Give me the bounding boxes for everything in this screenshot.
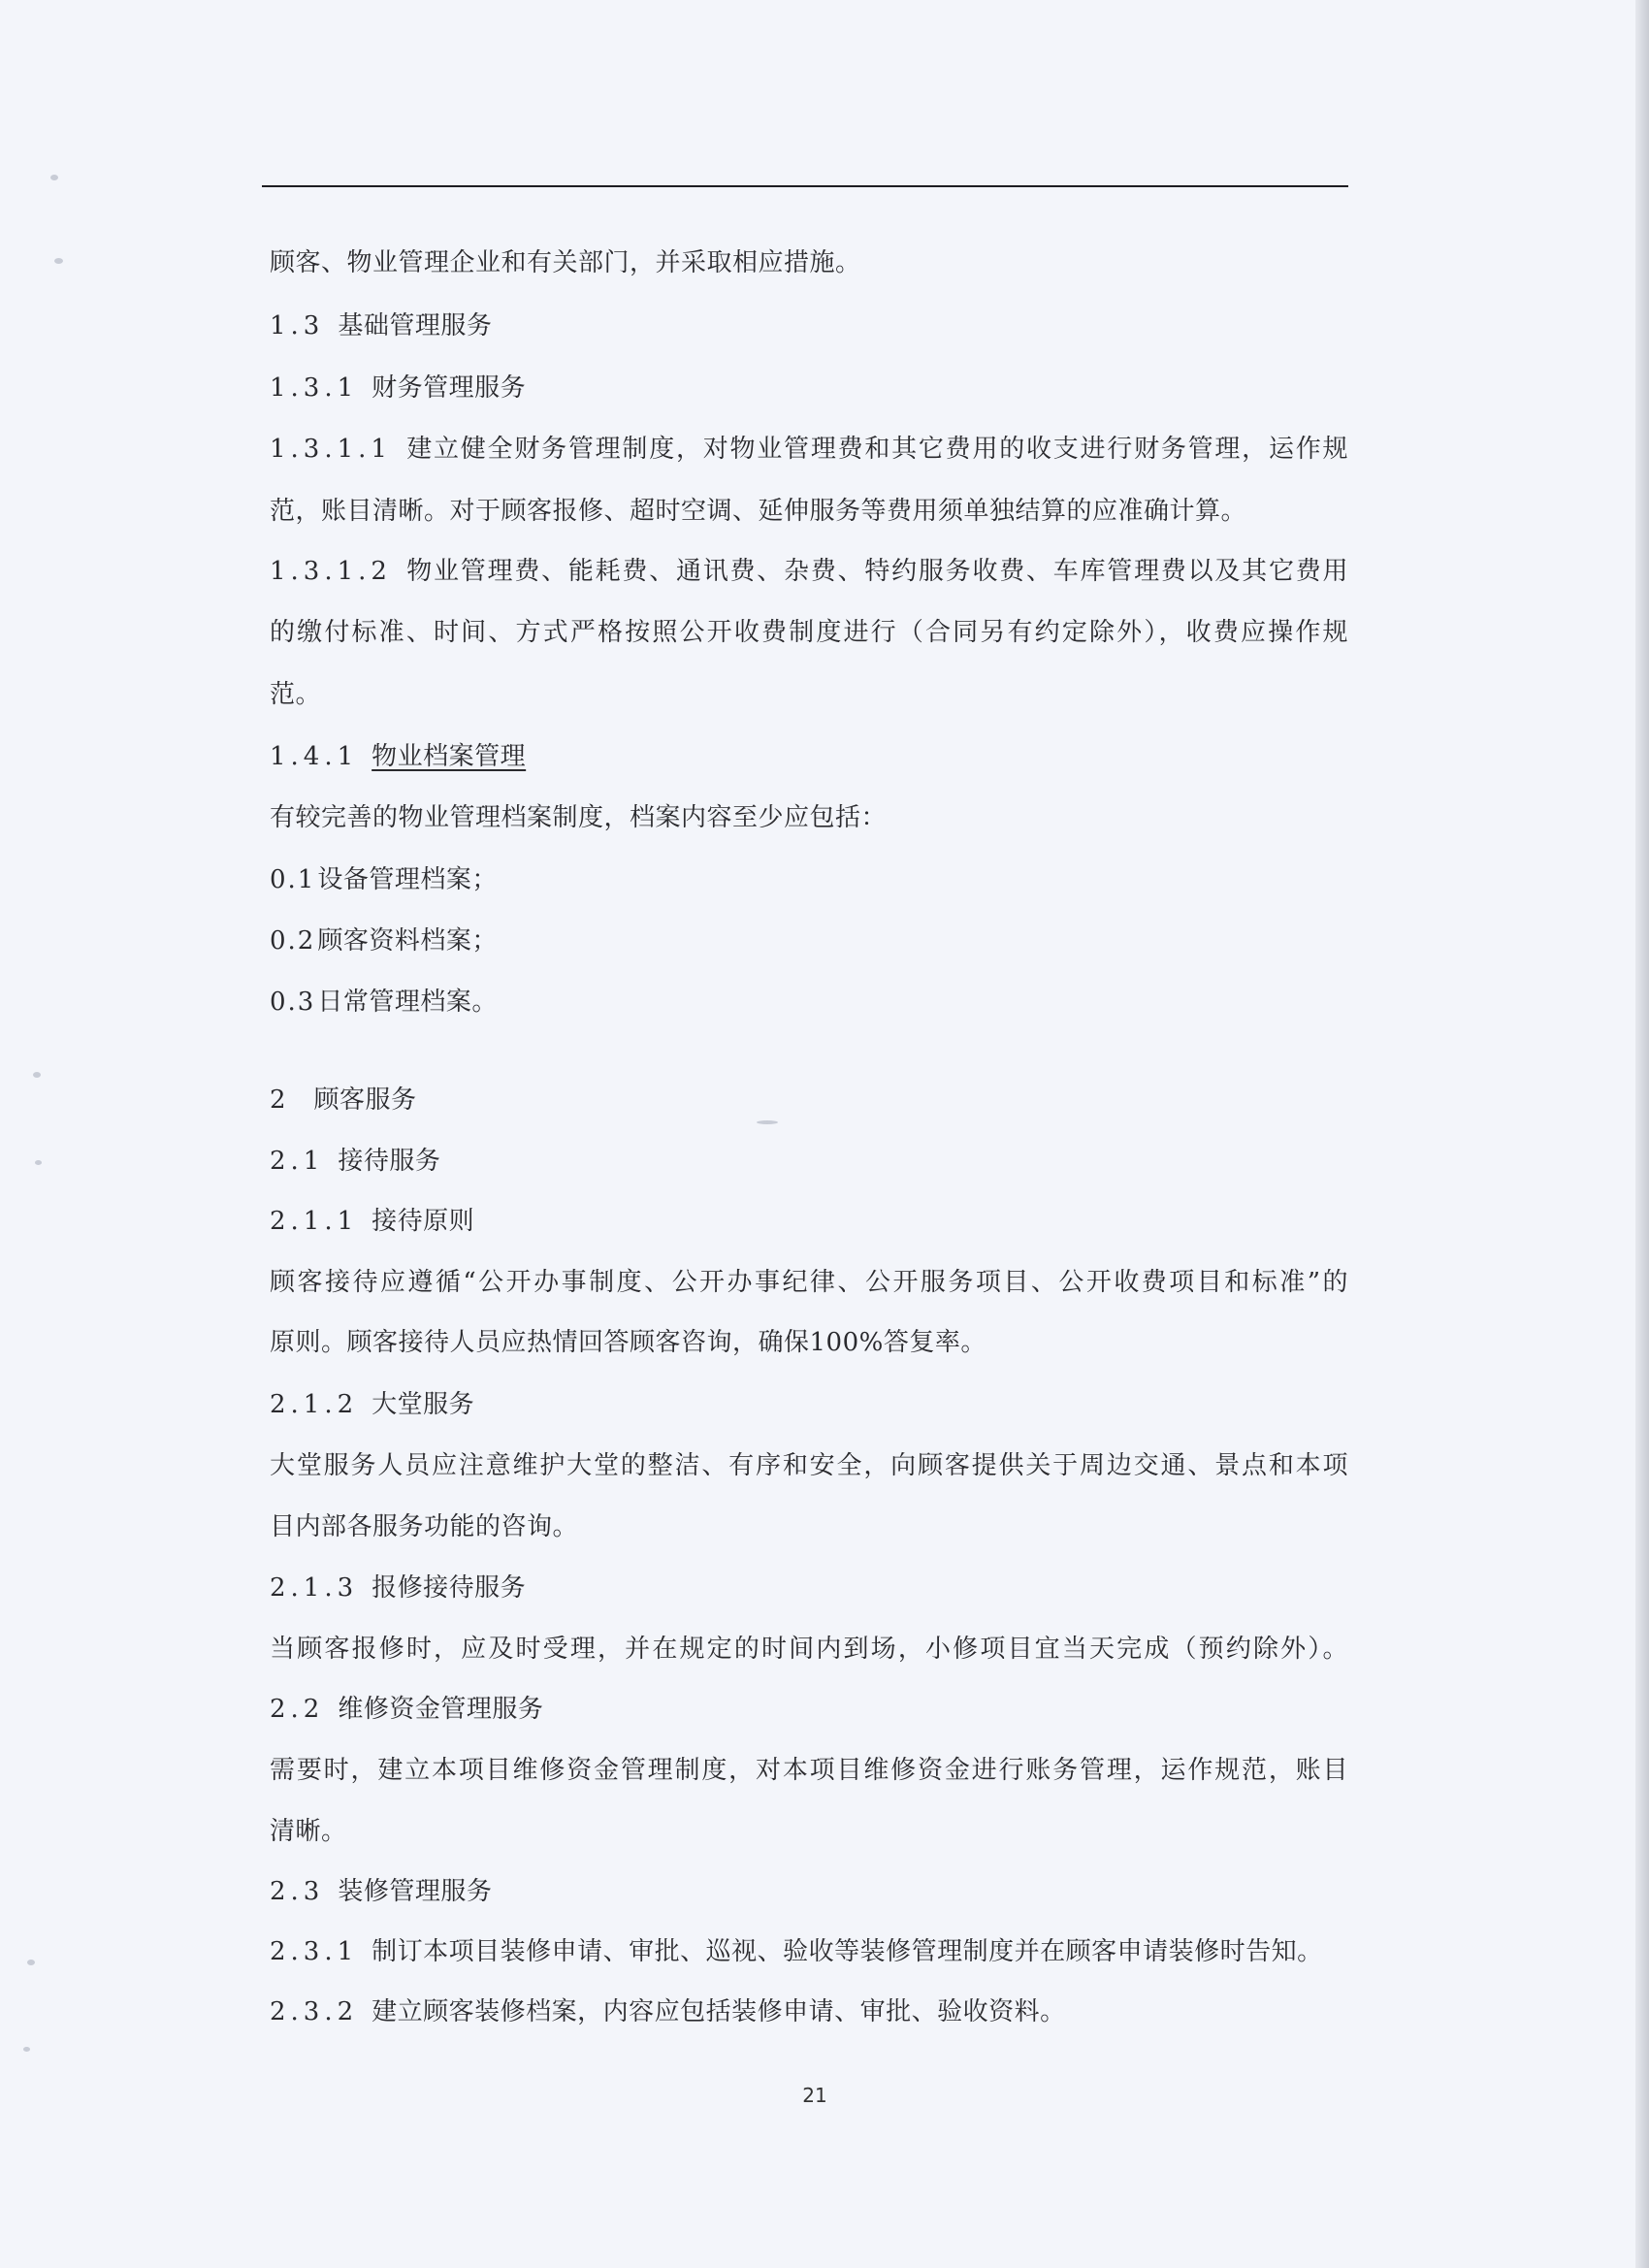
text-line: 1.3.1.1 建立健全财务管理制度，对物业管理费和其它费用的收支进行财务管理，运作规 [270, 435, 1348, 464]
text-line: 大堂服务人员应注意维护大堂的整洁、有序和安全，向顾客提供关于周边交通、景点和本项 [270, 1451, 1348, 1480]
section-number: 1.3.1.2 [270, 557, 392, 586]
section-heading: 2.1.3 报修接待服务 [270, 1573, 527, 1603]
section-heading: 2.1.2 大堂服务 [270, 1390, 475, 1419]
section-heading: 2.3 装修管理服务 [270, 1877, 493, 1906]
list-item: 0.1设备管理档案； [270, 865, 498, 894]
section-heading: 1.4.1 物业档案管理 [270, 742, 527, 771]
section-number: 1.3.1.1 [270, 435, 392, 464]
section-number: 2 [270, 1085, 291, 1115]
text-line: 顾客接待应遵循“公开办事制度、公开办事纪律、公开服务项目、公开收费项目和标准”的 [270, 1268, 1348, 1297]
scan-speck [757, 1120, 778, 1124]
list-item: 0.2顾客资料档案； [270, 926, 498, 956]
section-number: 2.3 [270, 1877, 325, 1906]
page-edge [1635, 0, 1649, 2268]
list-number: 0.1 [270, 865, 316, 894]
section-number: 1.3 [270, 311, 325, 340]
section-number: 2.1.1 [270, 1207, 359, 1236]
section-heading: 2 顾客服务 [270, 1085, 417, 1115]
text-line: 顾客、物业管理企业和有关部门，并采取相应措施。 [270, 248, 861, 277]
text-line: 的缴付标准、时间、方式严格按照公开收费制度进行（合同另有约定除外），收费应操作规 [270, 618, 1348, 647]
text-line: 1.3.1.2 物业管理费、能耗费、通讯费、杂费、特约服务收费、车库管理费以及其它费用 [270, 557, 1348, 586]
scan-speck [50, 175, 58, 180]
text-line: 当顾客报修时，应及时受理，并在规定的时间内到场，小修项目宜当天完成（预约除外）。 [270, 1635, 1348, 1664]
text-line: 2.3.2 建立顾客装修档案，内容应包括装修申请、审批、验收资料。 [270, 1997, 1066, 2026]
text-line: 2.3.1 制订本项目装修申请、审批、巡视、验收等装修管理制度并在顾客申请装修时告知。 [270, 1937, 1323, 1966]
section-number: 2.1.3 [270, 1573, 359, 1603]
section-number: 2.2 [270, 1695, 325, 1724]
list-item: 0.3日常管理档案。 [270, 988, 498, 1017]
scan-speck [35, 1160, 42, 1165]
scan-speck [54, 258, 63, 264]
text-line: 需要时，建立本项目维修资金管理制度，对本项目维修资金进行账务管理，运作规范，账目 [270, 1756, 1348, 1785]
text-line: 原则。顾客接待人员应热情回答顾客咨询，确保100%答复率。 [270, 1328, 986, 1357]
section-heading: 1.3 基础管理服务 [270, 311, 493, 340]
section-heading: 2.2 维修资金管理服务 [270, 1695, 544, 1724]
list-number: 0.3 [270, 988, 316, 1017]
text-line: 清晰。 [270, 1817, 347, 1846]
section-number: 2.1 [270, 1147, 325, 1176]
section-number: 2.1.2 [270, 1390, 359, 1419]
section-heading: 2.1.1 接待原则 [270, 1207, 475, 1236]
text-line: 有较完善的物业管理档案制度，档案内容至少应包括： [270, 803, 888, 832]
section-number: 2.3.2 [270, 1997, 359, 2026]
scan-speck [23, 2047, 30, 2052]
scan-speck [33, 1072, 41, 1078]
section-number: 2.3.1 [270, 1937, 359, 1966]
section-number: 1.4.1 [270, 742, 359, 771]
section-heading: 2.1 接待服务 [270, 1147, 441, 1176]
text-line: 范。 [270, 680, 322, 709]
scan-speck [27, 1960, 35, 1965]
list-number: 0.2 [270, 926, 316, 956]
header-rule [262, 185, 1348, 187]
text-line: 范，账目清晰。对于顾客报修、超时空调、延伸服务等费用须单独结算的应准确计算。 [270, 497, 1247, 526]
section-number: 1.3.1 [270, 373, 359, 403]
page-number: 21 [802, 2084, 827, 2107]
text-line: 目内部各服务功能的咨询。 [270, 1512, 579, 1541]
section-heading: 1.3.1 财务管理服务 [270, 373, 527, 403]
